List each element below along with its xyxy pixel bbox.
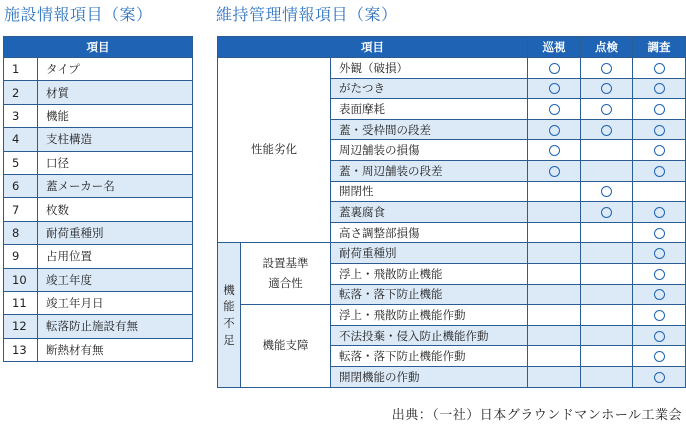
row-number: 9 [4, 245, 38, 268]
column-header-item: 項目 [218, 37, 528, 58]
mark-cell [633, 263, 686, 284]
row-number: 13 [4, 338, 38, 361]
mark-cell [528, 366, 581, 387]
mark-cell [581, 181, 633, 202]
right-table-title: 維持管理情報項目（案） [216, 5, 398, 24]
column-header-patrol: 巡視 [528, 37, 581, 58]
circle-mark-icon [601, 63, 612, 74]
row-label: 周辺舗装の損傷 [331, 140, 528, 161]
mark-cell [528, 202, 581, 223]
mark-cell [633, 284, 686, 305]
mark-cell [581, 263, 633, 284]
row-label: 転落・落下防止機能 [331, 284, 528, 305]
row-number: 2 [4, 81, 38, 104]
mark-cell [528, 325, 581, 346]
circle-mark-icon [654, 289, 665, 300]
subcategory-label-line2: 適合性 [268, 275, 303, 290]
mark-cell [528, 140, 581, 161]
source-credit: 出典：（一社）日本グラウンドマンホール工業会 [391, 408, 682, 423]
circle-mark-icon [549, 125, 560, 136]
mark-cell [581, 202, 633, 223]
circle-mark-icon [654, 310, 665, 321]
subcategory-function-failure: 機能支障 [241, 305, 331, 387]
mark-cell [633, 243, 686, 264]
category-function-deficiency [218, 243, 241, 387]
circle-mark-icon [549, 104, 560, 115]
mark-cell [581, 78, 633, 99]
table-row [4, 128, 193, 151]
row-number: 5 [4, 151, 38, 174]
row-label: 材質 [38, 81, 193, 104]
table-header-row [4, 37, 193, 58]
facility-info-table [3, 36, 193, 362]
circle-mark-icon [654, 104, 665, 115]
row-number: 10 [4, 268, 38, 291]
table-row [218, 243, 686, 264]
table-row [4, 268, 193, 291]
row-label: 占用位置 [38, 245, 193, 268]
mark-cell [633, 58, 686, 79]
mark-cell [581, 284, 633, 305]
mark-cell [633, 202, 686, 223]
circle-mark-icon [601, 104, 612, 115]
category-performance-degradation: 性能劣化 [218, 58, 331, 243]
mark-cell [528, 160, 581, 181]
circle-mark-icon [654, 248, 665, 259]
table-row [4, 338, 193, 361]
mark-cell [581, 346, 633, 367]
mark-cell [581, 58, 633, 79]
row-label: 蓋メーカー名 [38, 174, 193, 197]
mark-cell [633, 346, 686, 367]
row-label: 竣工年度 [38, 268, 193, 291]
circle-mark-icon [654, 83, 665, 94]
mark-cell [528, 222, 581, 243]
row-label: タイプ [38, 58, 193, 81]
circle-mark-icon [601, 83, 612, 94]
row-number: 1 [4, 58, 38, 81]
mark-cell [633, 99, 686, 120]
row-label: 外観（破損） [331, 58, 528, 79]
row-label: 開閉性 [331, 181, 528, 202]
row-number: 12 [4, 315, 38, 338]
mark-cell [528, 181, 581, 202]
row-label: 不法投棄・侵入防止機能作動 [331, 325, 528, 346]
mark-cell [633, 78, 686, 99]
circle-mark-icon [654, 145, 665, 156]
mark-cell [528, 78, 581, 99]
mark-cell [633, 325, 686, 346]
circle-mark-icon [549, 166, 560, 177]
circle-mark-icon [601, 125, 612, 136]
circle-mark-icon [549, 83, 560, 94]
table-row [4, 221, 193, 244]
circle-mark-icon [654, 351, 665, 362]
circle-mark-icon [654, 125, 665, 136]
mark-cell [528, 99, 581, 120]
table-row [4, 198, 193, 221]
mark-cell [528, 263, 581, 284]
row-number: 6 [4, 174, 38, 197]
circle-mark-icon [654, 166, 665, 177]
mark-cell [581, 140, 633, 161]
mark-cell [581, 119, 633, 140]
row-label: 機能 [38, 104, 193, 127]
table-row [4, 104, 193, 127]
circle-mark-icon [549, 63, 560, 74]
circle-mark-icon [654, 372, 665, 383]
circle-mark-icon [654, 207, 665, 218]
mark-cell [528, 284, 581, 305]
mark-cell [633, 160, 686, 181]
mark-cell [581, 243, 633, 264]
row-label: 浮上・飛散防止機能 [331, 263, 528, 284]
table-header-row [218, 37, 686, 58]
circle-mark-icon [654, 228, 665, 239]
table-row [218, 305, 686, 326]
row-number: 4 [4, 128, 38, 151]
row-number: 8 [4, 221, 38, 244]
table-row [218, 58, 686, 79]
row-label: 開閉機能の作動 [331, 366, 528, 387]
mark-cell [528, 346, 581, 367]
circle-mark-icon [654, 331, 665, 342]
subcategory-installation-standard [241, 243, 331, 305]
row-label: 口径 [38, 151, 193, 174]
table-row [4, 291, 193, 314]
row-label: 浮上・飛散防止機能作動 [331, 305, 528, 326]
row-label: 支柱構造 [38, 128, 193, 151]
mark-cell [633, 222, 686, 243]
table-row [4, 245, 193, 268]
mark-cell [581, 366, 633, 387]
mark-cell [581, 325, 633, 346]
mark-cell [528, 243, 581, 264]
circle-mark-icon [654, 63, 665, 74]
maintenance-info-table [217, 36, 686, 388]
mark-cell [581, 305, 633, 326]
circle-mark-icon [654, 269, 665, 280]
table-row [4, 174, 193, 197]
row-label: 蓋・受枠間の段差 [331, 119, 528, 140]
circle-mark-icon [601, 186, 612, 197]
mark-cell [633, 140, 686, 161]
mark-cell [528, 119, 581, 140]
column-header-survey: 調査 [633, 37, 686, 58]
row-label: 蓋・周辺舗装の段差 [331, 160, 528, 181]
mark-cell [581, 99, 633, 120]
row-label: 耐荷重種別 [331, 243, 528, 264]
mark-cell [581, 222, 633, 243]
circle-mark-icon [549, 145, 560, 156]
mark-cell [633, 119, 686, 140]
left-table-title: 施設情報項目（案） [4, 5, 153, 24]
category-label-vertical: 機 能 不 足 [223, 282, 235, 347]
mark-cell [633, 181, 686, 202]
circle-mark-icon [601, 207, 612, 218]
mark-cell [528, 58, 581, 79]
table-row [4, 58, 193, 81]
row-label: がたつき [331, 78, 528, 99]
mark-cell [633, 366, 686, 387]
row-label: 高さ調整部損傷 [331, 222, 528, 243]
mark-cell [633, 305, 686, 326]
row-label: 耐荷重種別 [38, 221, 193, 244]
column-header-inspection: 点検 [581, 37, 633, 58]
row-number: 7 [4, 198, 38, 221]
row-number: 3 [4, 104, 38, 127]
row-label: 断熱材有無 [38, 338, 193, 361]
mark-cell [581, 160, 633, 181]
row-label: 転落防止施設有無 [38, 315, 193, 338]
mark-cell [528, 305, 581, 326]
table-row [4, 151, 193, 174]
row-label: 表面摩耗 [331, 99, 528, 120]
table-row [4, 81, 193, 104]
column-header-item: 項目 [4, 37, 193, 58]
row-label: 竣工年月日 [38, 291, 193, 314]
row-label: 枚数 [38, 198, 193, 221]
subcategory-label-line1: 設置基準 [262, 256, 309, 271]
row-label: 転落・落下防止機能作動 [331, 346, 528, 367]
row-label: 蓋裏腐食 [331, 202, 528, 223]
row-number: 11 [4, 291, 38, 314]
table-row [4, 315, 193, 338]
